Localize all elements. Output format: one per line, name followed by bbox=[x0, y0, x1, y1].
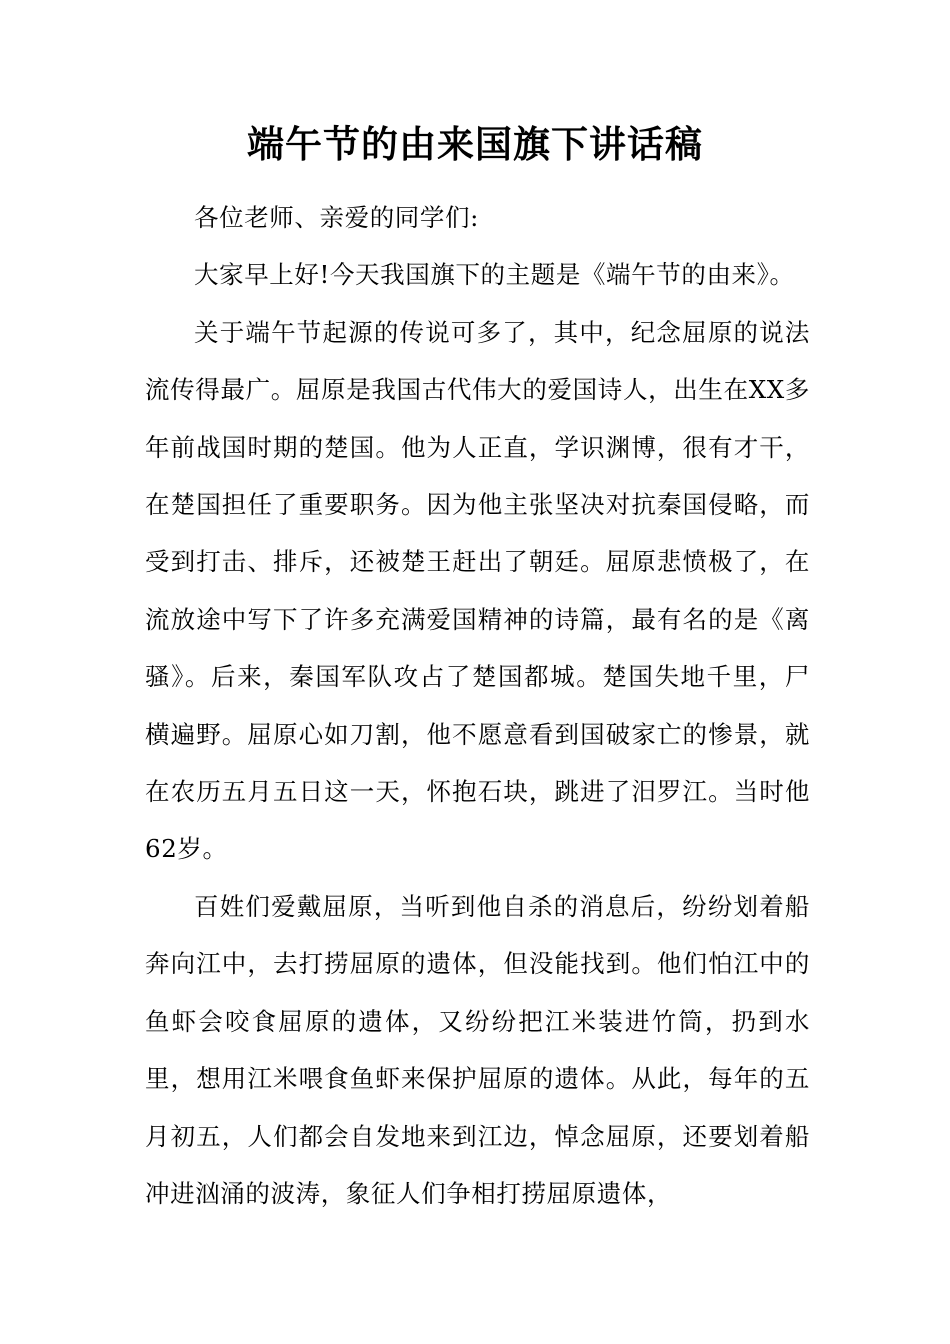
paragraph-commemoration: 百姓们爱戴屈原，当听到他自杀的消息后，纷纷划着船奔向江中，去打捞屈原的遗体，但没能找到。他们怕江中的鱼虾会咬食屈原的遗体，又纷纷把江米装进竹筒，扔到水里，想用江米喂食鱼虾来保护屈原的遗体。从此，每年的五月初五，人们都会自发地来到江边，悼念屈原，还要划着船冲进汹涌的波涛，象征人们争相打捞屈原遗体， bbox=[145, 891, 810, 1208]
paragraph-salutation: 各位老师、亲爱的同学们: bbox=[194, 203, 479, 232]
document-body bbox=[145, 189, 810, 1222]
document-title: 端午节的由来国旗下讲话稿 bbox=[247, 122, 703, 166]
paragraph-greeting: 大家早上好!今天我国旗下的主题是《端午节的由来》。 bbox=[194, 260, 795, 290]
paragraph-qu-yuan-story: 关于端午节起源的传说可多了，其中，纪念屈原的说法流传得最广。屈原是我国古代伟大的爱国诗人，出生在XX多年前战国时期的楚国。他为人正直，学识渊博，很有才干，在楚国担任了重要职务。因为他主张坚决对抗秦国侵略，而受到打击、排斥，还被楚王赶出了朝廷。屈原悲愤极了，在流放途中写下了许多充满爱国精神的诗篇，最有名的是《离骚》。后来，秦国军队攻占了楚国都城。楚国失地千里，尸横遍野。屈原心如刀割，他不愿意看到国破家亡的惨景，就在农历五月五日这一天，怀抱石块，跳进了汨罗江。当时他62岁。 bbox=[145, 317, 810, 864]
